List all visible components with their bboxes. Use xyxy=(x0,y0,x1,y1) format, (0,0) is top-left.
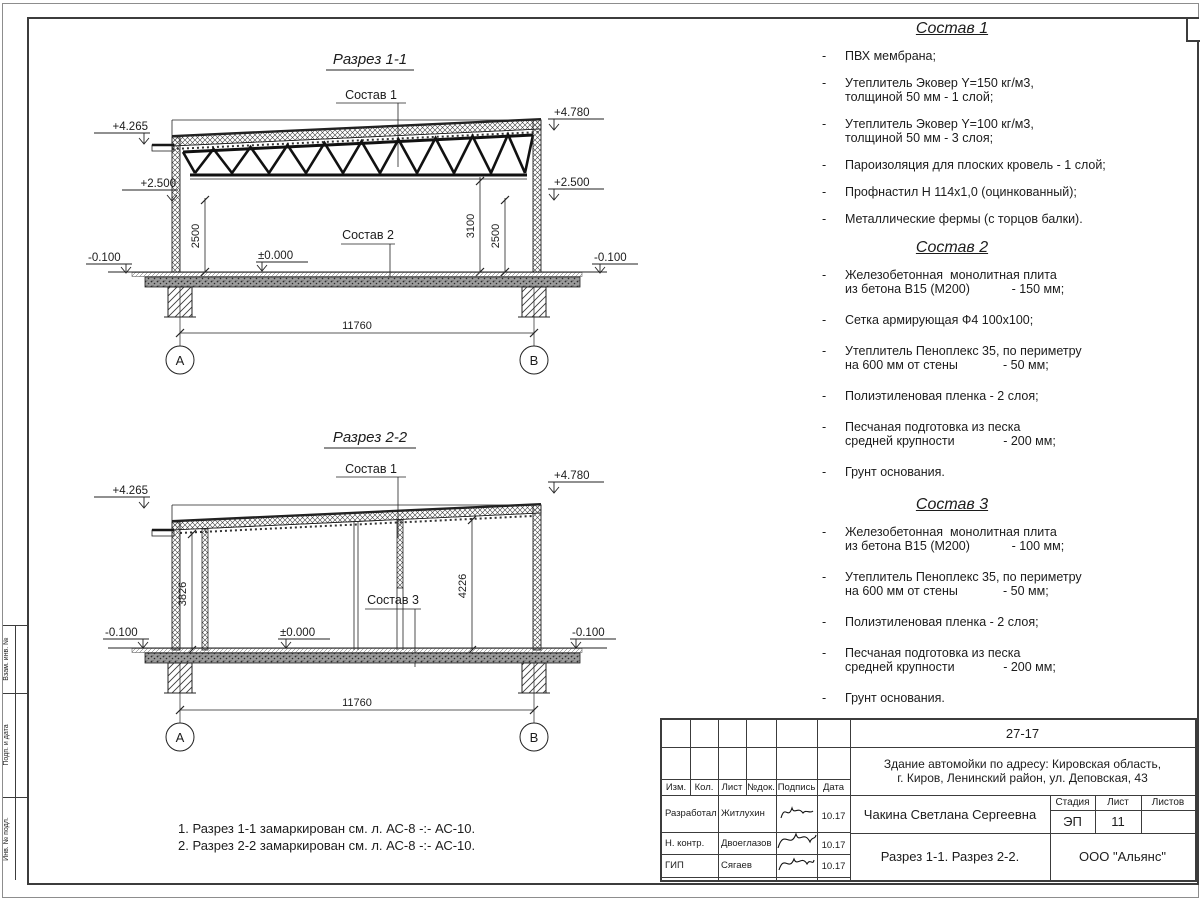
elev-zero: ±0.000 xyxy=(280,627,316,639)
elev-left-top: +4.265 xyxy=(112,485,148,497)
section-2-callout-top: Состав 1 xyxy=(345,462,397,476)
elev-minus-right: -0.100 xyxy=(572,627,605,639)
floor-slab xyxy=(108,648,607,663)
section-2-2-drawing xyxy=(60,420,640,780)
section-1-callout-top: Состав 1 xyxy=(345,88,397,102)
elev-zero: ±0.000 xyxy=(258,250,294,262)
stage-label: Стадия xyxy=(1055,797,1090,808)
composition-group-2 xyxy=(812,239,1092,479)
elev-right-mid: +2.500 xyxy=(554,177,590,189)
vertical-dimensions xyxy=(190,177,509,276)
author-name: Чакина Светлана Сергеевна xyxy=(863,806,1037,822)
floor-slab xyxy=(108,272,607,287)
top-right-stamp-box xyxy=(1186,19,1200,42)
row-name: Двоеглазов xyxy=(721,837,772,849)
axis-grid xyxy=(166,287,548,374)
dim-4226-right: 4226 xyxy=(457,573,469,599)
row-role: Разработал xyxy=(665,808,717,819)
list-item: - ПВХ мембрана; xyxy=(822,49,936,63)
list-item: - Сетка армирующая Ф4 100х100; xyxy=(822,313,1034,327)
dim-2500-right: 2500 xyxy=(490,223,502,249)
notes xyxy=(178,820,475,854)
section-1-title: Разрез 1-1 xyxy=(332,51,408,68)
axis-a-label: А xyxy=(175,730,185,745)
list-item: - Полиэтиленовая пленка - 2 слоя; xyxy=(822,615,1039,629)
side-stamp-label: Инв. № подл. xyxy=(3,817,10,861)
list-item: - Железобетонная монолитная плита из бетона В15 (М200) - 100 мм; xyxy=(822,525,1065,553)
list-item: - Песчаная подготовка из песка средней крупности - 200 мм; xyxy=(822,646,1056,674)
list-item: - Пароизоляция для плоских кровель - 1 слой; xyxy=(822,158,1106,172)
col-kol: Кол. xyxy=(694,781,714,793)
side-stamp-divider xyxy=(15,625,16,880)
axis-a-label: А xyxy=(175,353,185,368)
composition-2-title: Состав 2 xyxy=(915,239,989,256)
dim-span: 11760 xyxy=(342,697,372,709)
col-sign: Подпись xyxy=(777,781,816,793)
composition-panel xyxy=(812,20,1106,722)
row-date: 10.17 xyxy=(821,860,846,872)
sheet-label: Лист xyxy=(1107,797,1129,808)
row-name: Сягаев xyxy=(721,860,752,871)
row-date: 10.17 xyxy=(821,839,846,851)
stage-value: ЭП xyxy=(1063,814,1082,829)
section-1-1-drawing xyxy=(60,40,640,390)
elev-right-top: +4.780 xyxy=(554,107,590,119)
note-line: 2. Разрез 2-2 замаркирован см. л. АС-8 -:- АС-10. xyxy=(178,838,476,853)
row-name: Житлухин xyxy=(721,808,765,819)
col-list: Лист xyxy=(721,781,743,793)
signature xyxy=(778,800,816,826)
sheet-value: 11 xyxy=(1111,814,1125,829)
elev-right-top: +4.780 xyxy=(554,470,590,482)
section-2-title: Разрез 2-2 xyxy=(332,429,408,446)
composition-1-title: Состав 1 xyxy=(915,20,989,37)
company-name: ООО "Альянс" xyxy=(1079,849,1166,864)
composition-group-3 xyxy=(812,496,1092,705)
elev-left-top: +4.265 xyxy=(112,121,148,133)
list-item: - Железобетонная монолитная плита из бетона В15 (М200) - 150 мм; xyxy=(822,268,1065,296)
col-izm: Изм. xyxy=(665,781,687,793)
section-1-callout-floor: Состав 2 xyxy=(342,228,394,242)
row-role: Н. контр. xyxy=(665,837,705,849)
dim-2500-left: 2500 xyxy=(190,223,202,249)
elev-left-mid: +2.500 xyxy=(140,178,176,190)
doc-code: 27-17 xyxy=(1005,726,1040,741)
list-item: - Профнастил Н 114х1,0 (оцинкованный); xyxy=(822,185,1077,199)
dim-3826-left: 3826 xyxy=(177,581,189,607)
list-item: - Утеплитель Пеноплекс 35, по периметру на 600 мм от стены - 50 мм; xyxy=(822,344,1082,372)
list-item: - Грунт основания. xyxy=(822,691,945,705)
list-item: - Грунт основания. xyxy=(822,465,945,479)
row-date: 10.17 xyxy=(821,810,846,822)
list-item: - Утеплитель Эковер Y=100 кг/м3, толщиной 50 мм - 3 слоя; xyxy=(822,117,1034,145)
side-stamp-label: Взам. инв. № xyxy=(3,637,10,681)
col-date: Дата xyxy=(822,781,845,793)
axis-b-label: В xyxy=(529,353,539,368)
list-item: - Песчаная подготовка из песка средней крупности - 200 мм; xyxy=(822,420,1056,448)
sheets-label: Листов xyxy=(1151,797,1185,808)
project-name: Здание автомойки по адресу: Кировская область, г. Киров, Ленинский район, ул. Деповская, 43 xyxy=(883,757,1162,785)
col-doc: №док. xyxy=(747,781,775,793)
list-item: - Металлические фермы (с торцов балки). xyxy=(822,212,1083,226)
axis-b-label: В xyxy=(529,730,539,745)
list-item: - Утеплитель Пеноплекс 35, по периметру на 600 мм от стены - 50 мм; xyxy=(822,570,1082,598)
signature xyxy=(776,850,816,876)
elev-minus-right: -0.100 xyxy=(594,252,627,264)
section-2-callout-floor: Состав 3 xyxy=(367,593,419,607)
dim-span: 11760 xyxy=(342,320,372,332)
row-role: ГИП xyxy=(665,860,684,871)
list-item: - Полиэтиленовая пленка - 2 слоя; xyxy=(822,389,1039,403)
composition-group-1 xyxy=(812,20,1106,226)
list-item: - Утеплитель Эковер Y=150 кг/м3, толщиной 50 мм - 1 слой; xyxy=(822,76,1034,104)
composition-3-title: Состав 3 xyxy=(915,496,989,513)
elev-minus-left: -0.100 xyxy=(105,627,138,639)
dim-3100-right: 3100 xyxy=(465,213,477,239)
note-line: 1. Разрез 1-1 замаркирован см. л. АС-8 -:- АС-10. xyxy=(178,821,476,836)
vertical-dimensions xyxy=(177,516,476,654)
axis-grid xyxy=(166,663,548,751)
side-stamp-label: Подп. и дата xyxy=(3,724,10,766)
title-block xyxy=(660,718,1197,882)
drawing-title: Разрез 1-1. Разрез 2-2. xyxy=(880,849,1020,864)
elev-minus-left: -0.100 xyxy=(88,252,121,264)
